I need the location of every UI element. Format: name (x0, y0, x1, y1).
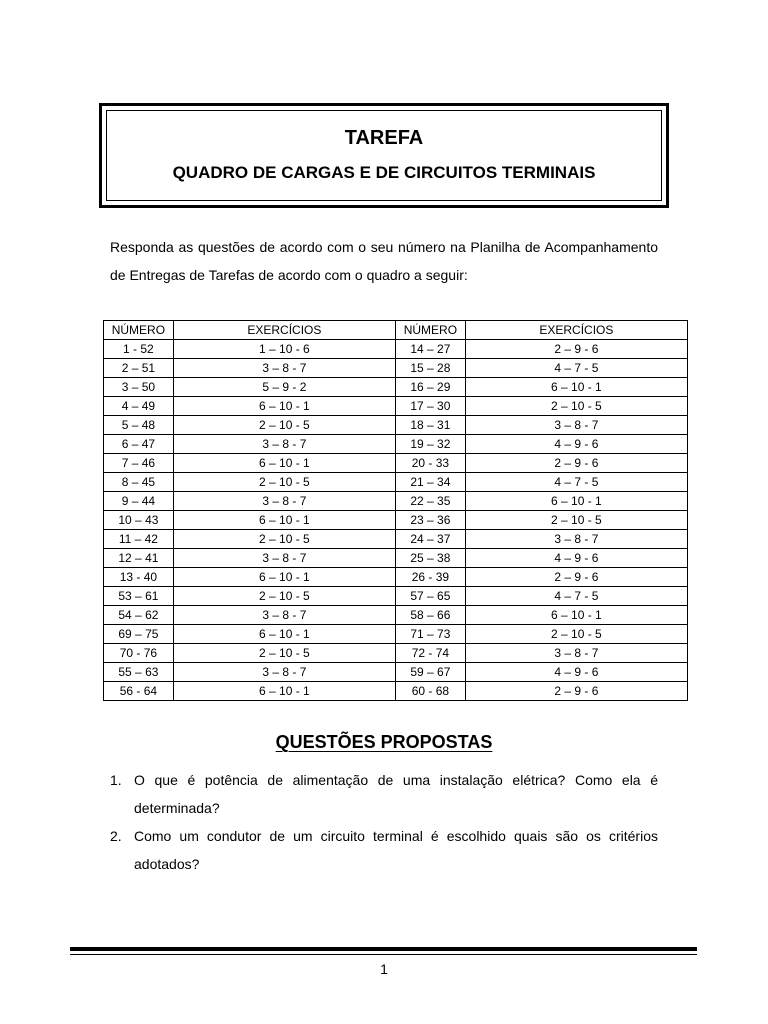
exercise-table (103, 320, 688, 701)
numero-cell: 13 - 40 (104, 568, 174, 587)
table-row (104, 663, 688, 682)
exercicios-cell: 2 – 10 - 5 (173, 473, 395, 492)
table-row (104, 359, 688, 378)
exercicios-cell: 4 – 9 - 6 (465, 663, 687, 682)
table-row (104, 549, 688, 568)
exercicios-cell: 6 – 10 - 1 (173, 454, 395, 473)
table-row (104, 435, 688, 454)
numero-cell: 60 - 68 (395, 682, 465, 701)
exercicios-cell: 6 – 10 - 1 (173, 682, 395, 701)
numero-cell: 70 - 76 (104, 644, 174, 663)
numero-cell: 69 – 75 (104, 625, 174, 644)
exercicios-cell: 4 – 7 - 5 (465, 473, 687, 492)
numero-cell: 8 – 45 (104, 473, 174, 492)
exercicios-cell: 2 – 10 - 5 (465, 511, 687, 530)
table-row (104, 492, 688, 511)
exercicios-cell: 3 – 8 - 7 (173, 549, 395, 568)
title-frame (106, 110, 662, 201)
exercicios-cell: 2 – 10 - 5 (465, 625, 687, 644)
numero-cell: 3 – 50 (104, 378, 174, 397)
numero-cell: 71 – 73 (395, 625, 465, 644)
numero-cell: 1 - 52 (104, 340, 174, 359)
table-row (104, 473, 688, 492)
header-exercicios-2: EXERCÍCIOS (465, 321, 687, 340)
question-text: O que é potência de alimentação de uma instalação elétrica? Como ela é determinada? (134, 772, 658, 816)
numero-cell: 4 – 49 (104, 397, 174, 416)
table-row (104, 340, 688, 359)
exercicios-cell: 2 – 10 - 5 (465, 397, 687, 416)
numero-cell: 20 - 33 (395, 454, 465, 473)
question-item (110, 822, 658, 878)
table-row (104, 644, 688, 663)
numero-cell: 57 – 65 (395, 587, 465, 606)
exercicios-cell: 2 – 10 - 5 (173, 644, 395, 663)
question-item (110, 766, 658, 822)
table-row (104, 568, 688, 587)
table-body (104, 340, 688, 701)
header-numero-1: NÚMERO (104, 321, 174, 340)
exercicios-cell: 1 – 10 - 6 (173, 340, 395, 359)
exercicios-cell: 4 – 7 - 5 (465, 587, 687, 606)
numero-cell: 16 – 29 (395, 378, 465, 397)
numero-cell: 58 – 66 (395, 606, 465, 625)
numero-cell: 17 – 30 (395, 397, 465, 416)
document-title: TAREFA (344, 127, 424, 149)
numero-cell: 18 – 31 (395, 416, 465, 435)
exercicios-cell: 6 – 10 - 1 (173, 511, 395, 530)
numero-cell: 22 – 35 (395, 492, 465, 511)
exercicios-cell: 3 – 8 - 7 (465, 644, 687, 663)
numero-cell: 15 – 28 (395, 359, 465, 378)
section-title (0, 732, 768, 753)
exercicios-cell: 4 – 7 - 5 (465, 359, 687, 378)
exercicios-cell: 3 – 8 - 7 (465, 530, 687, 549)
numero-cell: 55 – 63 (104, 663, 174, 682)
numero-cell: 6 – 47 (104, 435, 174, 454)
exercicios-cell: 2 – 10 - 5 (173, 416, 395, 435)
numero-cell: 14 – 27 (395, 340, 465, 359)
footer-rule-thick (70, 947, 697, 951)
numero-cell: 24 – 37 (395, 530, 465, 549)
numero-cell: 21 – 34 (395, 473, 465, 492)
question-number: 1. (110, 772, 122, 788)
section-title-text: QUESTÕES PROPOSTAS (275, 732, 493, 752)
table-header-row (104, 321, 688, 340)
exercicios-cell: 4 – 9 - 6 (465, 435, 687, 454)
header-exercicios-1: EXERCÍCIOS (173, 321, 395, 340)
table-row (104, 511, 688, 530)
exercicios-cell: 6 – 10 - 1 (173, 568, 395, 587)
numero-cell: 72 - 74 (395, 644, 465, 663)
exercicios-cell: 6 – 10 - 1 (173, 397, 395, 416)
exercicios-cell: 3 – 8 - 7 (465, 416, 687, 435)
numero-cell: 25 – 38 (395, 549, 465, 568)
numero-cell: 10 – 43 (104, 511, 174, 530)
numero-cell: 54 – 62 (104, 606, 174, 625)
numero-cell: 5 – 48 (104, 416, 174, 435)
table-row (104, 682, 688, 701)
table-row (104, 530, 688, 549)
exercicios-cell: 6 – 10 - 1 (173, 625, 395, 644)
table-row (104, 397, 688, 416)
title-box (99, 103, 669, 208)
exercicios-cell: 3 – 8 - 7 (173, 663, 395, 682)
footer-rule-thin (70, 954, 697, 955)
header-numero-2: NÚMERO (395, 321, 465, 340)
document-subtitle: QUADRO DE CARGAS E DE CIRCUITOS TERMINAIS (172, 163, 596, 182)
table-row (104, 587, 688, 606)
numero-cell: 53 – 61 (104, 587, 174, 606)
exercicios-cell: 2 – 9 - 6 (465, 340, 687, 359)
numero-cell: 23 – 36 (395, 511, 465, 530)
table-row (104, 454, 688, 473)
exercicios-cell: 6 – 10 - 1 (465, 606, 687, 625)
numero-cell: 12 – 41 (104, 549, 174, 568)
numero-cell: 19 – 32 (395, 435, 465, 454)
table-row (104, 606, 688, 625)
numero-cell: 26 - 39 (395, 568, 465, 587)
numero-cell: 56 - 64 (104, 682, 174, 701)
exercicios-cell: 2 – 10 - 5 (173, 587, 395, 606)
exercicios-cell: 3 – 8 - 7 (173, 606, 395, 625)
exercicios-cell: 2 – 9 - 6 (465, 454, 687, 473)
exercicios-cell: 5 – 9 - 2 (173, 378, 395, 397)
exercicios-cell: 2 – 9 - 6 (465, 682, 687, 701)
exercicios-cell: 2 – 10 - 5 (173, 530, 395, 549)
table-row (104, 378, 688, 397)
numero-cell: 11 – 42 (104, 530, 174, 549)
exercicios-cell: 3 – 8 - 7 (173, 492, 395, 511)
table-row (104, 416, 688, 435)
question-number: 2. (110, 828, 122, 844)
exercicios-cell: 6 – 10 - 1 (465, 378, 687, 397)
exercicios-cell: 2 – 9 - 6 (465, 568, 687, 587)
questions-list (110, 766, 658, 878)
table-row (104, 625, 688, 644)
exercicios-cell: 3 – 8 - 7 (173, 359, 395, 378)
numero-cell: 7 – 46 (104, 454, 174, 473)
page-number: 1 (380, 961, 388, 977)
numero-cell: 9 – 44 (104, 492, 174, 511)
exercicios-cell: 6 – 10 - 1 (465, 492, 687, 511)
numero-cell: 59 – 67 (395, 663, 465, 682)
exercicios-cell: 3 – 8 - 7 (173, 435, 395, 454)
exercicios-cell: 4 – 9 - 6 (465, 549, 687, 568)
intro-paragraph: Responda as questões de acordo com o seu número na Planilha de Acompanhamento de Entregas de Tarefas de acordo com o quadro a seguir: (110, 239, 658, 283)
numero-cell: 2 – 51 (104, 359, 174, 378)
question-text: Como um condutor de um circuito terminal é escolhido quais são os critérios adotados? (134, 828, 658, 872)
